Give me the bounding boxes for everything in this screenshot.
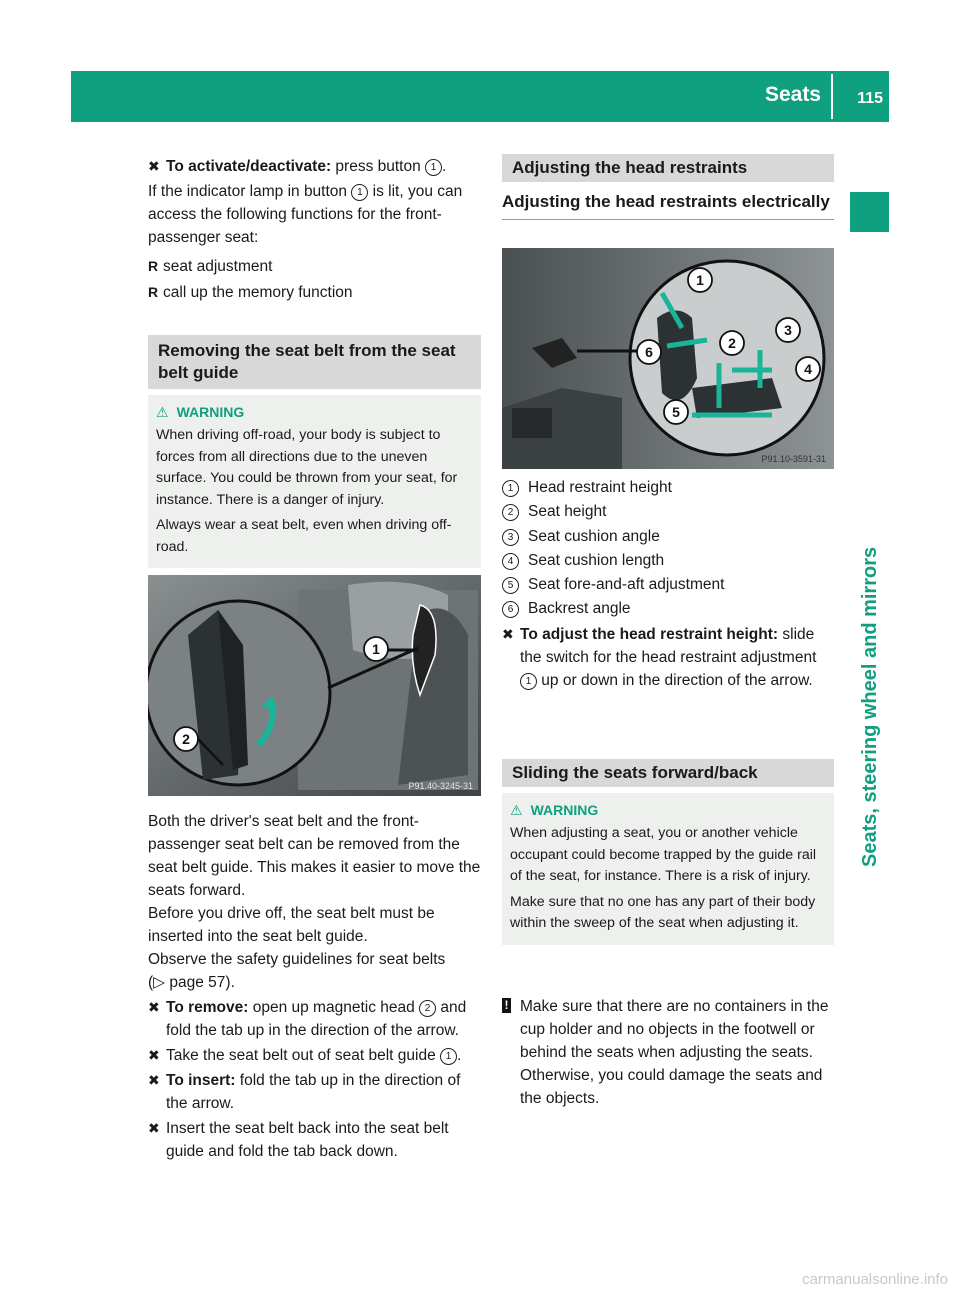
- legend-item: 5 Seat fore-and-aft adjustment: [502, 573, 834, 597]
- step-item: ✖ To insert: fold the tab up in the direction of the arrow.: [148, 1069, 481, 1115]
- photo-callout: 4: [804, 361, 812, 377]
- photo-callout: 1: [372, 641, 380, 657]
- page-number: 115: [857, 90, 883, 107]
- warning-box-left: [148, 395, 481, 568]
- list-item: R call up the memory function: [148, 281, 481, 304]
- sliding-heading: Sliding the seats forward/back: [502, 759, 834, 787]
- photo-code: P91.40-3245-31: [408, 781, 473, 791]
- electric-adjust-heading: Adjusting the head restraints electrically: [502, 191, 834, 220]
- safety-paragraph: Observe the safety guidelines for seat belts (▷ page 57).: [148, 951, 446, 991]
- seat-belt-guide-photo: [148, 575, 481, 796]
- legend-item: 1 Head restraint height: [502, 476, 834, 500]
- warning-box-right: [502, 793, 834, 945]
- section-title: Seats: [764, 83, 821, 106]
- watermark: carmanualsonline.info: [802, 1271, 948, 1288]
- bullet-icon: R: [148, 284, 159, 300]
- photo-callout: 6: [645, 344, 653, 360]
- header-divider: [831, 74, 833, 119]
- warning-title: ⚠ WARNING: [156, 404, 245, 420]
- head-restraints-heading: Adjusting the head restraints: [502, 154, 834, 182]
- warning-triangle-icon: ⚠: [156, 404, 169, 420]
- step-arrow-icon: ✖: [148, 999, 160, 1015]
- chapter-marker: [850, 192, 889, 232]
- photo-callout: 2: [182, 731, 190, 747]
- warning-text: Make sure that no one has any part of their body within the sweep of the seat when adjusting it.: [510, 893, 816, 931]
- warning-title: ⚠ WARNING: [510, 802, 599, 818]
- before-drive-paragraph: Before you drive off, the seat belt must be inserted into the seat belt guide.: [148, 905, 435, 945]
- step-item: ✖ Take the seat belt out of seat belt guide 1 .: [148, 1044, 481, 1067]
- chapter-side-tab: [850, 122, 889, 1212]
- removal-steps: [148, 996, 481, 1165]
- controls-legend: [502, 476, 834, 622]
- photo-callout: 3: [784, 322, 792, 338]
- adjust-step: ✖ To adjust the head restraint height: slide the switch for the head restraint adjustment 1 up or down in the direction of the arrow.: [502, 623, 834, 692]
- chapter-title: Seats, steering wheel and mirrors: [859, 546, 881, 867]
- step-item: ✖ To remove: open up magnetic head 2 and fold the tab up in the direction of the arrow.: [148, 996, 481, 1042]
- photo-callout: 5: [672, 404, 680, 420]
- damage-notice: ! Make sure that there are no containers in the cup holder and no objects in the footwell or behind the seats when adjusting the seats. Otherwise, you could damage the seats and the objects.: [502, 995, 834, 1110]
- step-arrow-icon: ✖: [148, 158, 160, 174]
- step-arrow-icon: ✖: [148, 1047, 160, 1063]
- photo-callout: 2: [728, 335, 736, 351]
- indicator-paragraph: If the indicator lamp in button 1 is lit, you can access the following functions for the front-passenger seat:: [148, 183, 463, 246]
- legend-item: 3 Seat cushion angle: [502, 525, 834, 549]
- step-item: ✖ Insert the seat belt back into the seat belt guide and fold the tab back down.: [148, 1117, 481, 1163]
- page-reference-link[interactable]: (▷ page 57).: [148, 974, 235, 991]
- step-arrow-icon: ✖: [148, 1072, 160, 1088]
- page-header: [71, 71, 889, 122]
- function-list: [148, 252, 481, 304]
- warning-text: Always wear a seat belt, even when driving off-road.: [156, 517, 452, 555]
- notice-icon: !: [502, 998, 511, 1013]
- legend-item: 2 Seat height: [502, 500, 834, 524]
- step-arrow-icon: ✖: [148, 1120, 160, 1136]
- activate-step: ✖ To activate/deactivate: press button 1 .: [148, 155, 499, 178]
- seat-belt-photo-illustration: [148, 575, 481, 796]
- seat-controls-illustration: [502, 248, 834, 469]
- photo-callout: 1: [696, 272, 704, 288]
- list-item: R seat adjustment: [148, 255, 481, 278]
- bullet-icon: R: [148, 258, 159, 274]
- step-arrow-icon: ✖: [502, 626, 514, 642]
- removing-heading: Removing the seat belt from the seat belt guide: [148, 335, 481, 389]
- warning-text: When adjusting a seat, you or another vehicle occupant could become trapped by the guide rail of the seat, for instance. There is a risk of injury.: [510, 825, 817, 884]
- seat-controls-photo: [502, 248, 834, 469]
- warning-triangle-icon: ⚠: [510, 802, 523, 818]
- warning-text: When driving off-road, your body is subject to forces from all directions due to the uneven surface. You could be thrown from your seat, for instance. There is a danger of injury.: [156, 427, 458, 508]
- legend-item: 6 Backrest angle: [502, 597, 834, 621]
- removal-paragraph: Both the driver's seat belt and the front-passenger seat belt can be removed from the seat belt guide. This makes it easier to move the seats forward.: [148, 813, 481, 899]
- photo-code: P91.10-3591-31: [761, 454, 826, 464]
- legend-item: 4 Seat cushion length: [502, 549, 834, 573]
